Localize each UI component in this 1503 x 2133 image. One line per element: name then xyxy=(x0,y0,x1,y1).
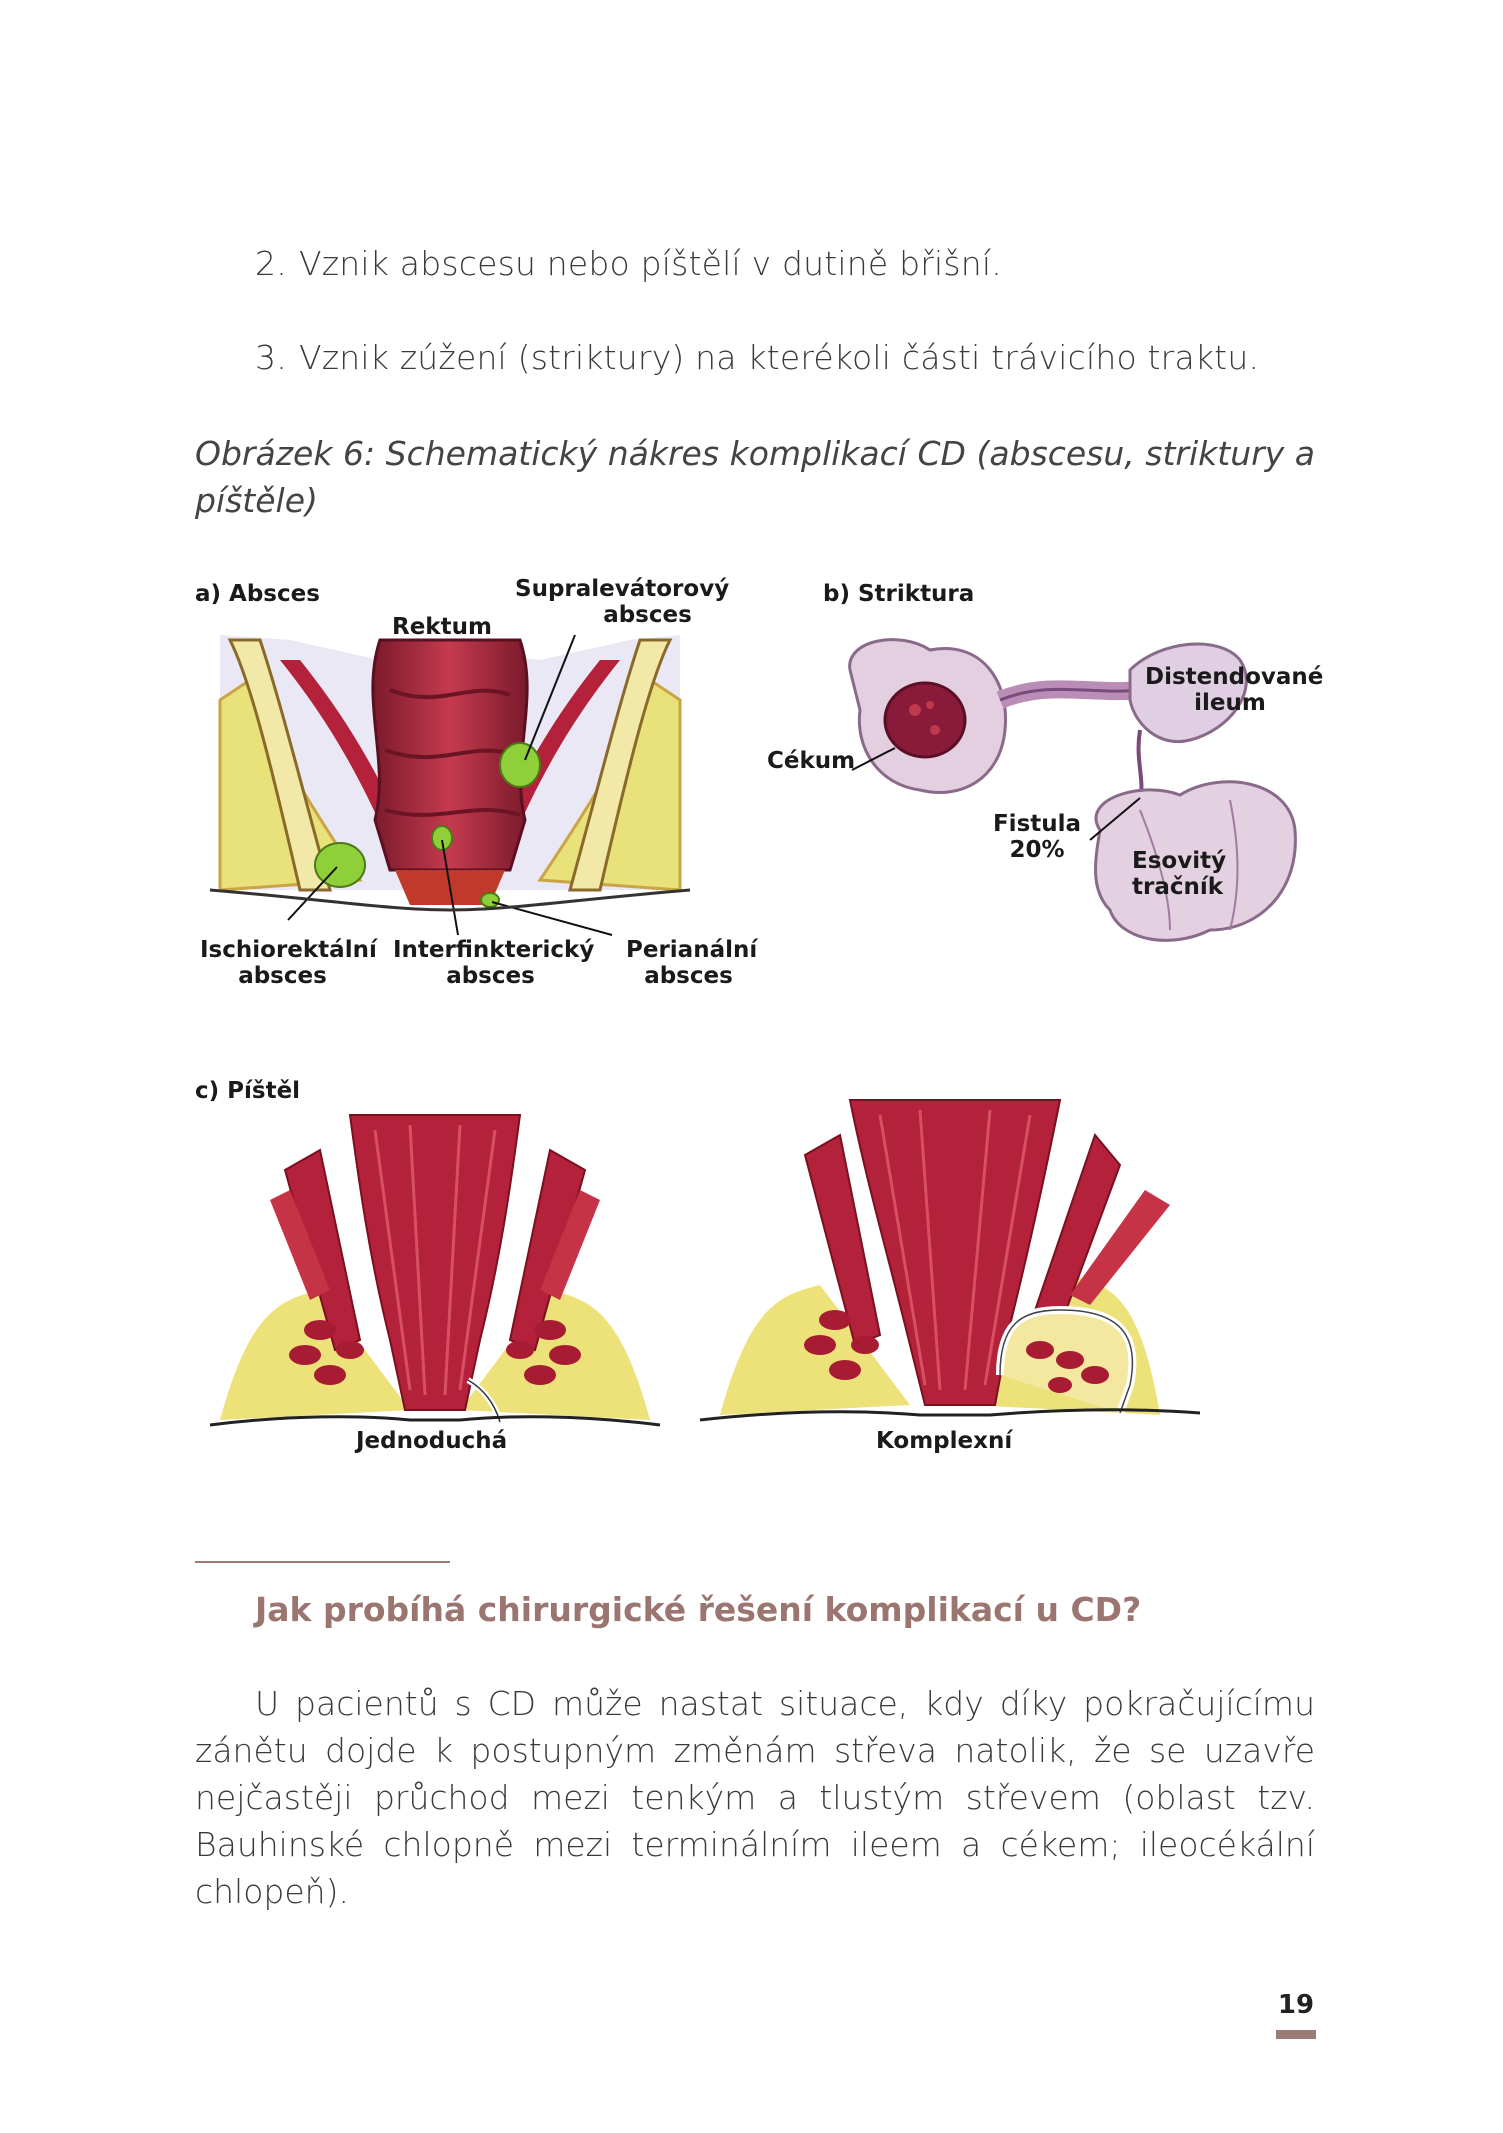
label-perianal xyxy=(626,937,758,989)
section-heading: Jak probíhá chirurgické řešení komplikací u CD? xyxy=(255,1590,1142,1629)
figure-c-title: c) Píštěl xyxy=(195,1078,301,1104)
figure-a-title: a) Absces xyxy=(195,581,320,607)
figure-caption: Obrázek 6: Schematický nákres komplikací CD (abscesu, striktury a píštěle) xyxy=(195,434,1315,520)
abscess-illustration xyxy=(210,620,710,920)
label-line: Fistula xyxy=(992,811,1082,837)
label-line: Distendované xyxy=(1145,664,1324,690)
label-line: Perianální xyxy=(626,937,758,963)
label-line: absces xyxy=(603,602,692,628)
page-number: 19 xyxy=(1277,1990,1315,2020)
label-line: Interfinkterický xyxy=(393,937,595,963)
label-rektum: Rektum xyxy=(392,614,492,640)
section-divider xyxy=(195,1561,450,1563)
label-line: Esovitý xyxy=(1132,848,1227,874)
label-line: absces xyxy=(238,963,327,989)
label-line: absces xyxy=(446,963,535,989)
label-line: absces xyxy=(644,963,733,989)
label-line: Supralevátorový xyxy=(515,576,730,602)
simple-fistula-illustration xyxy=(210,1110,660,1430)
page-number-bar xyxy=(1276,2030,1316,2039)
list-number: 3. xyxy=(255,338,287,377)
list-text: Vznik abscesu nebo píštělí v dutině břišní. xyxy=(299,244,1002,283)
label-complex-fistula: Komplexní xyxy=(876,1428,1013,1454)
figure-b-title: b) Striktura xyxy=(823,581,975,607)
label-sigmoid xyxy=(1132,848,1226,900)
label-cekum: Cékum xyxy=(767,748,856,774)
label-ischiorectal xyxy=(200,937,377,989)
list-number: 2. xyxy=(255,244,287,283)
list-item-3 xyxy=(255,338,1259,377)
label-distended-ileum xyxy=(1145,664,1324,716)
label-line: Ischiorektální xyxy=(200,937,377,963)
list-text: Vznik zúžení (striktury) na kterékoli části trávicího traktu. xyxy=(299,338,1260,377)
label-line: 20% xyxy=(1009,837,1065,863)
label-fistula xyxy=(992,811,1082,863)
label-supralevator xyxy=(515,576,730,628)
list-item-2 xyxy=(255,244,1002,283)
label-intersphincteric xyxy=(393,937,595,989)
label-line: tračník xyxy=(1132,874,1224,900)
body-paragraph: U pacientů s CD může nastat situace, kdy díky pokračujícímu zánětu dojde k postupným změnám střeva natolik, že se uzavře nejčastěji průchod mezi tenkým a tlustým střevem (oblast tzv. Bauhinské chlopně mezi terminálním ileem a cékem; ileocékální chlopeň). xyxy=(195,1684,1315,1911)
label-simple-fistula: Jednoduchá xyxy=(356,1428,508,1454)
label-line: ileum xyxy=(1194,690,1266,716)
complex-fistula-illustration xyxy=(700,1095,1200,1425)
